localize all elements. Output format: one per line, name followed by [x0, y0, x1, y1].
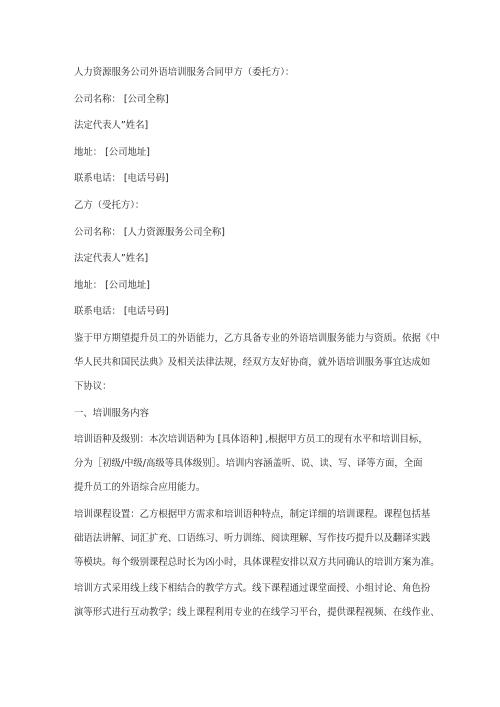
party-a-legal-representative: 法定代表人”姓名]: [74, 120, 149, 132]
party-b-phone: 联系电话： [电话号码]: [74, 306, 169, 318]
clause-line: 础语法讲解、词汇扩充、口语练习、听力训练、阅读理解、写作技巧提升以及翻译实践: [74, 532, 431, 544]
clause-line: 培训课程设置：乙方根据甲方需求和培训语种特点，制定详细的培训课程。课程包括基: [74, 508, 431, 520]
clause-line: 培训方式采用线上线下相结合的教学方式。线下课程通过课堂面授、小组讨论、角色扮: [74, 583, 431, 595]
clause-line: 培训语种及级别：本次培训语种为 [具体语种] ,根据甲方员工的现有水平和培训目标，: [74, 434, 428, 446]
preamble-line: 华人民共和国民法典》及相关法律法规，经双方友好协商，就外语培训服务事宜达成如: [74, 356, 431, 368]
party-a-company-name: 公司名称： [公司全称]: [74, 93, 169, 105]
party-b-legal-representative: 法定代表人”姓名]: [74, 253, 149, 265]
clause-training-method: [74, 583, 440, 619]
contract-body: [74, 67, 440, 634]
party-a-address: 地址： [公司地址]: [74, 146, 150, 158]
clause-line: 分为［初级/中级/高级等具体级别］。培训内容涵盖听、说、读、写、译等方面，全面: [74, 458, 423, 470]
party-b-company-name: 公司名称： [人力资源服务公司全称]: [74, 226, 225, 238]
clause-line: 演等形式进行互动教学；线上课程利用专业的在线学习平台，提供课程视频、在线作业、: [74, 607, 440, 619]
section-heading-service-content: 一、培训服务内容: [74, 407, 150, 419]
preamble-paragraph: [74, 332, 440, 393]
clause-language-level: [74, 434, 436, 494]
party-b-address: 地址： [公司地址]: [74, 279, 150, 291]
clause-course-setup: [74, 508, 440, 569]
preamble-line: 下协议：: [74, 380, 112, 392]
party-a-phone: 联系电话： [电话号码]: [74, 173, 169, 185]
clause-line: 等模块。每个级别课程总时长为凶小时，具体课程安排以双方共同确认的培训方案为准。: [74, 556, 440, 568]
contract-title: 人力资源服务公司外语培训服务合同甲方（委托方）：: [74, 67, 295, 78]
party-b-label: 乙方（受托方）：: [74, 199, 145, 211]
preamble-line: 鉴于甲方期望提升员工的外语能力，乙方具备专业的外语培训服务能力与资质。依据《中: [74, 332, 440, 344]
clause-line: 提升员工的外语综合应用能力。: [74, 482, 206, 494]
